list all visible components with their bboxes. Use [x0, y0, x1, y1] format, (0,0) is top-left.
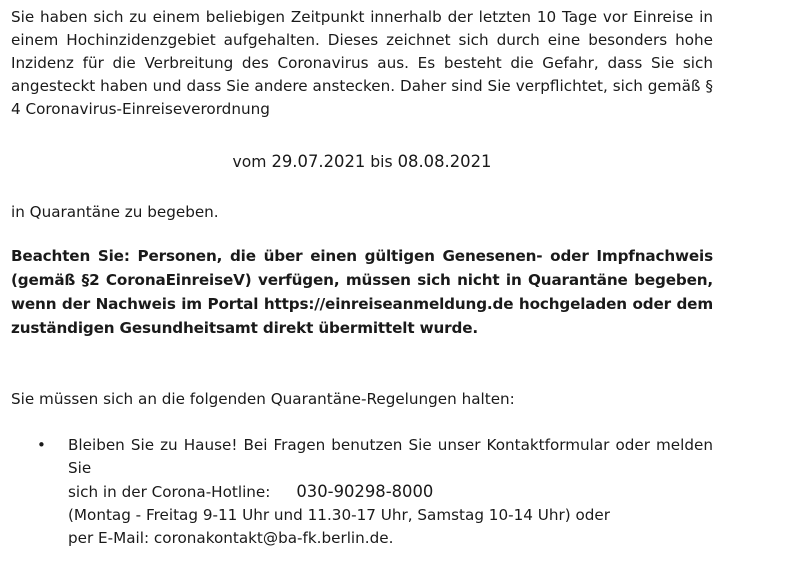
quarantine-period-line — [11, 150, 713, 174]
hotline-phone-number: 030-90298-8000 — [296, 482, 434, 501]
vaccination-recovery-notice: Beachten Sie: Personen, die über einen gültigen Genesenen- oder Impfnachweis (gemäß §2 CoronaEinreiseV) verfügen, müssen sich nicht in Quarantäne begeben, wenn der Nachweis im Portal https://einreiseanmeldung.de hochgeladen oder dem zuständigen Gesundheitsamt direkt übermittelt wurde. — [11, 247, 713, 337]
quarantine-notice-document — [11, 4, 713, 550]
hotline-label: sich in der Corona-Hotline: — [68, 483, 271, 501]
rule-line-1: Bleiben Sie zu Hause! Bei Fragen benutzen Sie unser Kontaktformular oder melden Sie — [68, 436, 713, 477]
period-from-label: vom — [232, 153, 267, 171]
rule-line-4: per E-Mail: coronakontakt@ba-fk.berlin.de. — [68, 529, 394, 547]
period-to-label: bis — [370, 153, 393, 171]
list-item — [11, 434, 713, 550]
period-start-date: 29.07.2021 — [271, 152, 366, 171]
rule-line-3: (Montag - Freitag 9-11 Uhr und 11.30-17 Uhr, Samstag 10-14 Uhr) oder — [68, 506, 611, 524]
quarantine-instruction: in Quarantäne zu begeben. — [11, 203, 219, 221]
rule-line-2 — [68, 480, 713, 504]
period-end-date: 08.08.2021 — [397, 152, 492, 171]
quarantine-rules-list — [11, 434, 713, 550]
intro-paragraph: Sie haben sich zu einem beliebigen Zeitpunkt innerhalb der letzten 10 Tage vor Einreise in einem Hochinzidenzgebiet aufgehalten. Dieses zeichnet sich durch eine besonders hohe Inzidenz für die Verbreitung des Coronavirus aus. Es besteht die Gefahr, dass Sie sich angesteckt haben und dass Sie andere anstecken. Daher sind Sie verpflichtet, sich gemäß § 4 Coronavirus-Einreiseverordnung — [11, 8, 713, 118]
rules-intro: Sie müssen sich an die folgenden Quarantäne-Regelungen halten: — [11, 390, 515, 408]
bullet-icon: • — [37, 436, 46, 454]
